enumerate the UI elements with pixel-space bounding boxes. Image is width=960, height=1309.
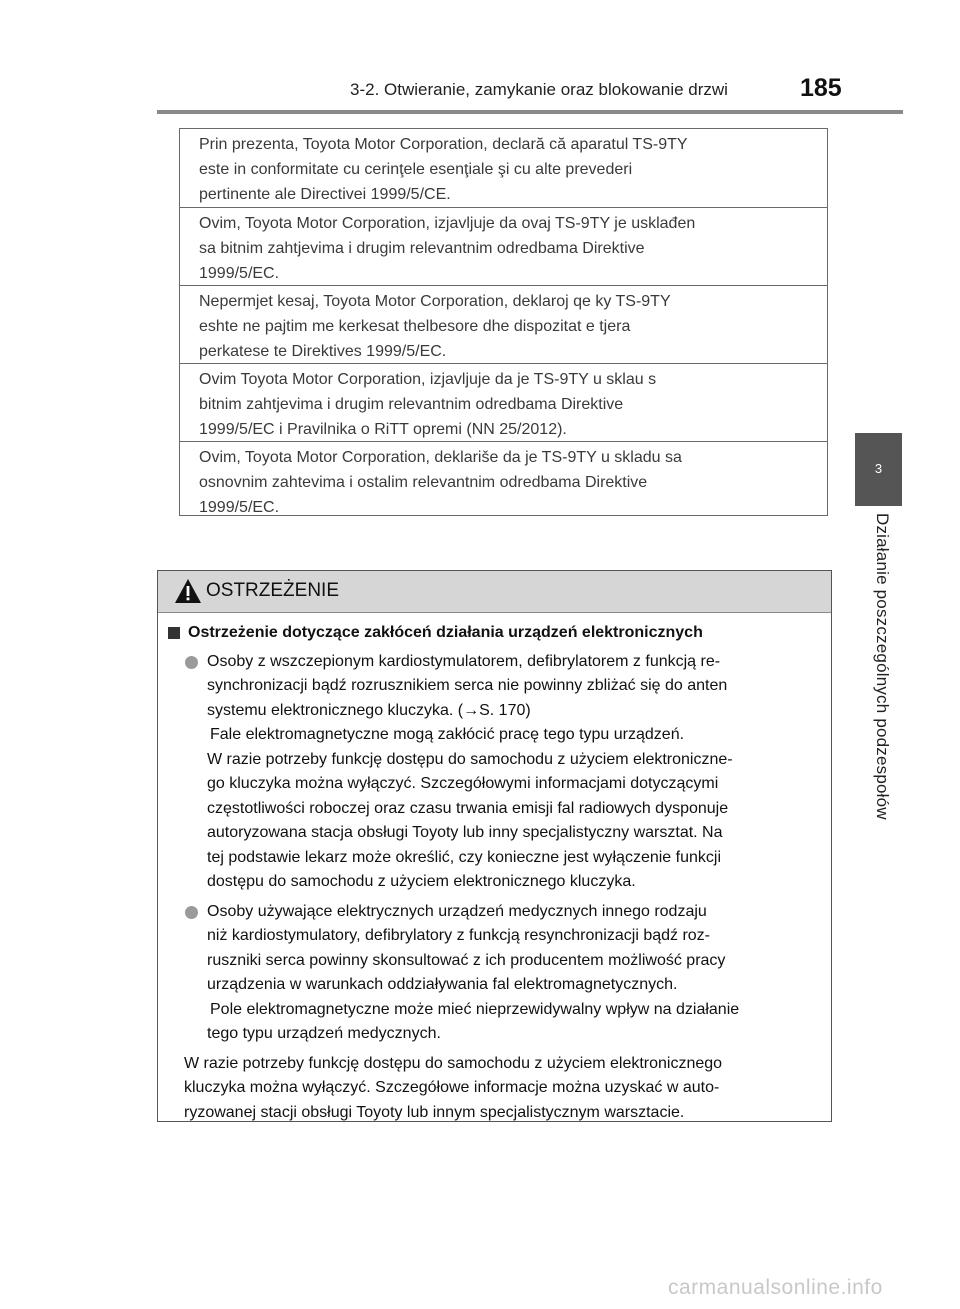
- bullet-subline: tego typu urządzeń medycznych.: [207, 1025, 441, 1042]
- declaration-line: osnovnim zahtevima i ostalim relevantnim odredbama Direktive: [199, 474, 648, 491]
- declaration-row-croatian-ritt: [180, 363, 827, 441]
- watermark: carmanualsonline.info: [668, 1276, 883, 1299]
- warning-bullet-pacemaker: [168, 650, 816, 895]
- declaration-row-albanian: [180, 285, 827, 363]
- closing-line: kluczyka można wyłączyć. Szczegółowe informacje można uzyskać w auto-: [184, 1079, 720, 1096]
- bullet-subline: częstotliwości roboczej oraz czasu trwania emisji fal radiowych dysponuje: [207, 799, 729, 817]
- bullet-subline: Fale elektromagnetyczne mogą zakłócić pracę tego typu urządzeń.: [210, 726, 685, 743]
- declaration-row-croatian: [180, 207, 827, 285]
- warning-body: [168, 621, 816, 1125]
- declaration-line: Nepermjet kesaj, Toyota Motor Corporation, deklaroj qe ky TS-9TY: [199, 293, 671, 310]
- warning-heading-text: Ostrzeżenie dotyczące zakłóceń działania urządzeń elektronicznych: [188, 624, 703, 641]
- bullet-line: Osoby z wszczepionym kardiostymulatorem, defibrylatorem z funkcją re-: [207, 652, 721, 670]
- bullet-subline: Pole elektromagnetyczne może mieć nieprzewidywalny wpływ na działanie: [210, 1000, 740, 1018]
- bullet-line: systemu elektronicznego kluczyka. (→S. 170): [207, 701, 531, 719]
- bullet-subline: W razie potrzeby funkcję dostępu do samochodu z użyciem elektroniczne-: [207, 750, 733, 768]
- bullet-line: synchronizacji bądź rozrusznikiem serca nie powinny zbliżać się do anten: [207, 677, 728, 694]
- closing-line: W razie potrzeby funkcję dostępu do samochodu z użyciem elektronicznego: [184, 1054, 723, 1072]
- declaration-line: 1999/5/EC.: [199, 499, 280, 516]
- declaration-line: sa bitnim zahtjevima i drugim relevantnim odredbama Direktive: [199, 240, 645, 257]
- bullet-line: niż kardiostymulatory, defibrylatory z funkcją resynchronizacji bądź roz-: [207, 927, 711, 944]
- page-number: 185: [800, 74, 842, 102]
- bullet-line: Osoby używające elektrycznych urządzeń medycznych innego rodzaju: [207, 902, 707, 920]
- chapter-title: Działanie poszczególnych podzespołów: [873, 513, 892, 820]
- bullet-subline: tej podstawie lekarz może określić, czy konieczne jest wyłączenie funkcji: [207, 848, 721, 866]
- declaration-line: Prin prezenta, Toyota Motor Corporation, declară că aparatul TS-9TY: [199, 136, 688, 153]
- warning-closing-paragraph: [168, 1052, 816, 1126]
- warning-triangle-icon: [174, 578, 202, 604]
- declaration-line: 1999/5/EC.: [199, 265, 280, 282]
- circle-bullet-icon: [185, 656, 198, 669]
- declaration-line: Ovim, Toyota Motor Corporation, deklariše da je TS-9TY u skladu sa: [199, 449, 682, 466]
- running-header-section: 3-2. Otwieranie, zamykanie oraz blokowanie drzwi: [350, 80, 728, 99]
- warning-title: OSTRZEŻENIE: [206, 580, 340, 601]
- declaration-table: [179, 128, 828, 516]
- circle-bullet-icon: [185, 906, 198, 919]
- closing-line: ryzowanej stacji obsługi Toyoty lub innym specjalistycznym warsztacie.: [184, 1103, 685, 1121]
- declaration-line: 1999/5/EC i Pravilnika o RiTT opremi (NN 25/2012).: [199, 421, 567, 438]
- declaration-line: Ovim Toyota Motor Corporation, izjavljuje da je TS-9TY u sklau s: [199, 371, 657, 388]
- declaration-line: este in conformitate cu cerinţele esenţiale şi cu alte prevederi: [199, 161, 633, 178]
- declaration-line: eshte ne pajtim me kerkesat thelbesore dhe dispozitat e tjera: [199, 318, 631, 335]
- warning-header: [158, 571, 831, 613]
- bullet-line: ruszniki serca powinny skonsultować z ich producentem możliwość pracy: [207, 951, 726, 969]
- declaration-row-romanian: [180, 129, 827, 207]
- bullet-line: urządzenia w warunkach oddziaływania fal elektromagnetycznych.: [207, 976, 678, 993]
- chapter-number: 3: [874, 461, 883, 476]
- warning-box: [157, 570, 832, 1122]
- bullet-subline: go kluczyka można wyłączyć. Szczegółowymi informacjami dotyczącymi: [207, 775, 719, 792]
- warning-bullet-medical-devices: [168, 900, 816, 1047]
- declaration-row-serbian: [180, 441, 827, 516]
- warning-heading: [168, 621, 816, 646]
- square-bullet-icon: [168, 627, 180, 639]
- declaration-line: bitnim zahtjevima i drugim relevantnim odredbama Direktive: [199, 396, 624, 413]
- chapter-tab: [855, 433, 902, 506]
- bullet-subline: autoryzowana stacja obsługi Toyoty lub inny specjalistyczny warsztat. Na: [207, 824, 723, 841]
- declaration-line: Ovim, Toyota Motor Corporation, izjavljuje da ovaj TS-9TY je usklađen: [199, 215, 696, 232]
- declaration-line: pertinente ale Directivei 1999/5/CE.: [199, 186, 451, 203]
- header-divider: [157, 110, 903, 114]
- declaration-line: perkatese te Direktives 1999/5/EC.: [199, 343, 447, 360]
- bullet-subline: dostępu do samochodu z użyciem elektronicznego kluczyka.: [207, 873, 636, 890]
